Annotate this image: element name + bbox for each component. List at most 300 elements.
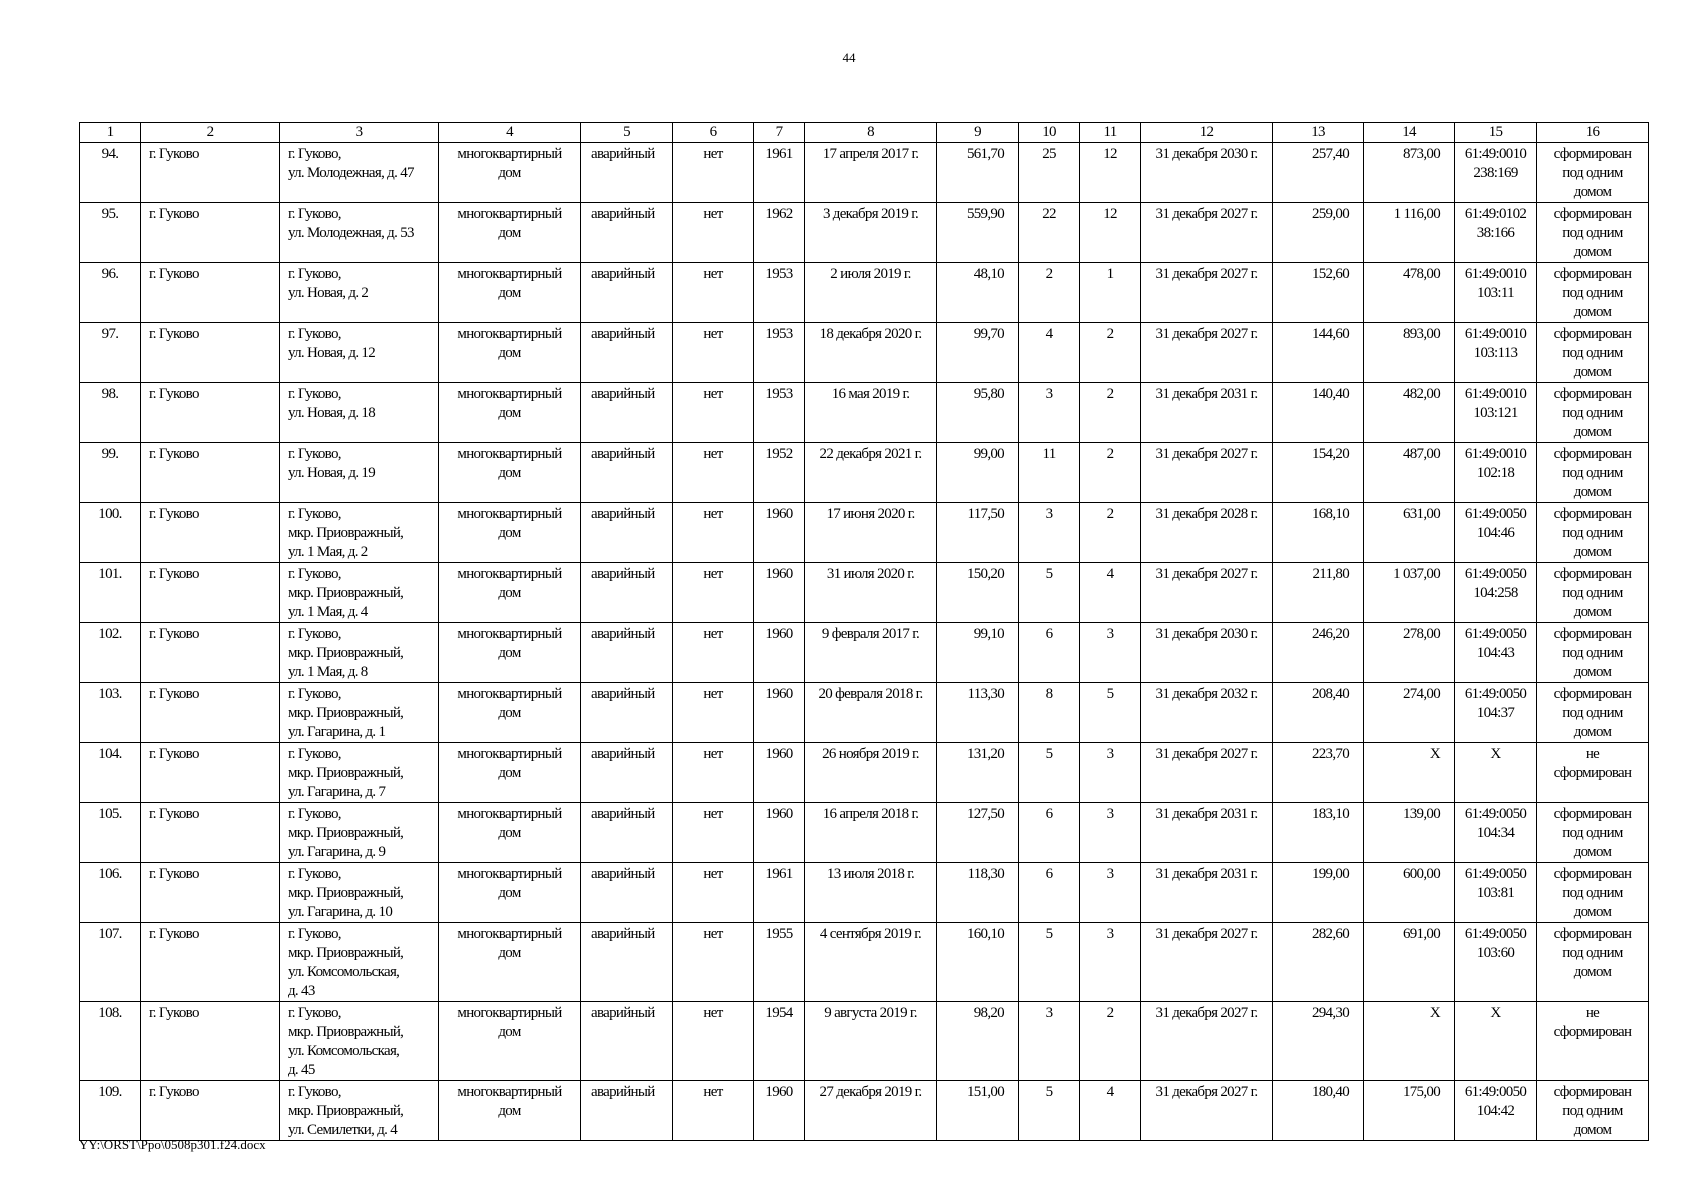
cadastral-number-line: 103:81 — [1476, 885, 1515, 901]
cadastral-number-line: 104:258 — [1473, 585, 1518, 601]
land-cost-cell: 168,10 — [1273, 503, 1364, 563]
land-area-cell: 487,00 — [1364, 443, 1455, 503]
building-status-cell: аварийный — [581, 203, 673, 263]
table-row — [80, 683, 1649, 743]
land-cost-cell: 282,60 — [1273, 923, 1364, 1002]
cadastral-number-line: 61:49:0010 — [1464, 266, 1527, 282]
building-type-cell — [439, 263, 581, 323]
address-cell — [280, 323, 439, 383]
row-number-cell: 95. — [80, 203, 141, 263]
land-status-line: сформирован — [1553, 626, 1632, 642]
land-status-cell — [1537, 383, 1649, 443]
land-status-cell — [1537, 923, 1649, 1002]
land-status-line: под одним — [1562, 825, 1623, 841]
address-line: г. Гуково, — [288, 806, 341, 822]
building-type-cell — [439, 743, 581, 803]
land-status-line: под одним — [1562, 585, 1623, 601]
building-type-line: дом — [498, 225, 521, 241]
recognition-date-cell: 22 декабря 2021 г. — [805, 443, 937, 503]
premises-cell: 2 — [1080, 323, 1141, 383]
residents-cell: 11 — [1019, 443, 1080, 503]
cadastral-number-cell — [1455, 623, 1537, 683]
cadastral-number-line: Х — [1490, 746, 1501, 762]
land-cost-cell: 154,20 — [1273, 443, 1364, 503]
construction-year-cell: 1961 — [754, 863, 805, 923]
cadastral-number-line: 103:60 — [1476, 945, 1515, 961]
building-type-cell — [439, 803, 581, 863]
building-type-line: дом — [498, 765, 521, 781]
building-status-cell: аварийный — [581, 623, 673, 683]
resettlement-deadline-cell: 31 декабря 2027 г. — [1141, 443, 1273, 503]
land-area-cell: 893,00 — [1364, 323, 1455, 383]
area-cell: 559,90 — [937, 203, 1019, 263]
construction-year-cell: 1954 — [754, 1002, 805, 1081]
address-line: г. Гуково, — [288, 926, 341, 942]
land-status-cell — [1537, 143, 1649, 203]
address-cell — [280, 1002, 439, 1081]
column-number-cell: 1 — [80, 123, 141, 143]
column-number-cell: 9 — [937, 123, 1019, 143]
column-number-cell: 16 — [1537, 123, 1649, 143]
table-row — [80, 1002, 1649, 1081]
building-type-cell — [439, 323, 581, 383]
land-status-cell — [1537, 743, 1649, 803]
construction-year-cell: 1960 — [754, 743, 805, 803]
land-area-cell: 175,00 — [1364, 1081, 1455, 1141]
cadastral-number-line: 61:49:0050 — [1464, 566, 1527, 582]
address-line: г. Гуково, — [288, 686, 341, 702]
building-type-cell — [439, 203, 581, 263]
land-status-line: под одним — [1562, 285, 1623, 301]
page-number: 44 — [842, 50, 856, 65]
resettlement-flag-cell: нет — [673, 683, 754, 743]
premises-cell: 2 — [1080, 383, 1141, 443]
premises-cell: 4 — [1080, 1081, 1141, 1141]
land-status-line: под одним — [1562, 405, 1623, 421]
address-line: ул. Комсомольская, — [288, 964, 400, 980]
residents-cell: 25 — [1019, 143, 1080, 203]
land-status-line: сформирован — [1553, 566, 1632, 582]
address-line: мкр. Приовражный, — [288, 885, 404, 901]
building-status-cell: аварийный — [581, 383, 673, 443]
land-status-line: домом — [1573, 964, 1612, 980]
address-line: г. Гуково, — [288, 266, 341, 282]
address-cell — [280, 803, 439, 863]
resettlement-deadline-cell: 31 декабря 2027 г. — [1141, 203, 1273, 263]
settlement-cell: г. Гуково — [141, 803, 280, 863]
recognition-date-cell: 17 апреля 2017 г. — [805, 143, 937, 203]
resettlement-deadline-cell: 31 декабря 2031 г. — [1141, 863, 1273, 923]
row-number-cell: 99. — [80, 443, 141, 503]
row-number-cell: 108. — [80, 1002, 141, 1081]
address-line: мкр. Приовражный, — [288, 1103, 404, 1119]
building-type-cell — [439, 383, 581, 443]
resettlement-deadline-cell: 31 декабря 2027 г. — [1141, 323, 1273, 383]
address-line: ул. Гагарина, д. 9 — [288, 844, 386, 860]
land-cost-cell: 246,20 — [1273, 623, 1364, 683]
cadastral-number-line: 103:113 — [1473, 345, 1518, 361]
address-cell — [280, 623, 439, 683]
table-row — [80, 203, 1649, 263]
building-type-line: многоквартирный — [457, 746, 562, 762]
address-line: ул. Новая, д. 2 — [288, 285, 369, 301]
land-cost-cell: 180,40 — [1273, 1081, 1364, 1141]
resettlement-flag-cell: нет — [673, 383, 754, 443]
area-cell: 160,10 — [937, 923, 1019, 1002]
land-status-line: под одним — [1562, 705, 1623, 721]
address-line: мкр. Приовражный, — [288, 825, 404, 841]
land-status-line: домом — [1573, 904, 1612, 920]
resettlement-flag-cell: нет — [673, 203, 754, 263]
table-body — [80, 143, 1649, 1141]
address-line: мкр. Приовражный, — [288, 645, 404, 661]
resettlement-flag-cell: нет — [673, 263, 754, 323]
land-status-cell — [1537, 683, 1649, 743]
column-number-cell: 5 — [581, 123, 673, 143]
resettlement-flag-cell: нет — [673, 1002, 754, 1081]
resettlement-flag-cell: нет — [673, 143, 754, 203]
row-number-cell: 96. — [80, 263, 141, 323]
table-row — [80, 143, 1649, 203]
table-row — [80, 1081, 1649, 1141]
row-number-cell: 94. — [80, 143, 141, 203]
land-status-cell — [1537, 1081, 1649, 1141]
row-number-cell: 101. — [80, 563, 141, 623]
cadastral-number-line: 104:42 — [1476, 1103, 1515, 1119]
premises-cell: 2 — [1080, 1002, 1141, 1081]
cadastral-number-cell — [1455, 743, 1537, 803]
building-type-line: дом — [498, 945, 521, 961]
building-type-line: многоквартирный — [457, 506, 562, 522]
resettlement-deadline-cell: 31 декабря 2028 г. — [1141, 503, 1273, 563]
land-cost-cell: 199,00 — [1273, 863, 1364, 923]
settlement-cell: г. Гуково — [141, 323, 280, 383]
land-area-cell: 1 116,00 — [1364, 203, 1455, 263]
residents-cell: 6 — [1019, 803, 1080, 863]
cadastral-number-line: 61:49:0050 — [1464, 866, 1527, 882]
address-line: ул. Новая, д. 19 — [288, 465, 376, 481]
table-row — [80, 863, 1649, 923]
land-status-line: домом — [1573, 364, 1612, 380]
premises-cell: 2 — [1080, 443, 1141, 503]
settlement-cell: г. Гуково — [141, 923, 280, 1002]
land-status-line: под одним — [1562, 345, 1623, 361]
recognition-date-cell: 4 сентября 2019 г. — [805, 923, 937, 1002]
area-cell: 98,20 — [937, 1002, 1019, 1081]
recognition-date-cell: 2 июля 2019 г. — [805, 263, 937, 323]
address-line: г. Гуково, — [288, 866, 341, 882]
cadastral-number-line: 61:49:0050 — [1464, 626, 1527, 642]
cadastral-number-line: 61:49:0050 — [1464, 1084, 1527, 1100]
cadastral-number-cell — [1455, 443, 1537, 503]
cadastral-number-line: 104:43 — [1476, 645, 1515, 661]
table-row — [80, 803, 1649, 863]
address-line: д. 43 — [288, 983, 315, 999]
land-status-line: сформирован — [1553, 266, 1632, 282]
land-status-line: сформирован — [1553, 866, 1632, 882]
land-status-line: сформирован — [1553, 1084, 1632, 1100]
settlement-cell: г. Гуково — [141, 503, 280, 563]
building-type-line: многоквартирный — [457, 926, 562, 942]
document-file-path: YY:\ORST\Ppo\0508p301.f24.docx — [79, 1137, 266, 1152]
resettlement-deadline-cell: 31 декабря 2027 г. — [1141, 563, 1273, 623]
cadastral-number-line: 104:37 — [1476, 705, 1515, 721]
residents-cell: 5 — [1019, 743, 1080, 803]
land-status-line: домом — [1573, 844, 1612, 860]
building-type-line: дом — [498, 825, 521, 841]
building-status-cell: аварийный — [581, 863, 673, 923]
residents-cell: 5 — [1019, 923, 1080, 1002]
land-status-line: не — [1585, 1005, 1600, 1021]
resettlement-deadline-cell: 31 декабря 2031 г. — [1141, 383, 1273, 443]
cadastral-number-line: 238:169 — [1473, 165, 1518, 181]
cadastral-number-cell — [1455, 683, 1537, 743]
cadastral-number-cell — [1455, 1002, 1537, 1081]
address-cell — [280, 863, 439, 923]
building-type-line: дом — [498, 345, 521, 361]
land-status-line: сформирован — [1553, 206, 1632, 222]
land-status-line: сформирован — [1553, 1024, 1632, 1040]
address-line: ул. Молодежная, д. 53 — [288, 225, 414, 241]
premises-cell: 1 — [1080, 263, 1141, 323]
resettlement-flag-cell: нет — [673, 323, 754, 383]
residents-cell: 3 — [1019, 503, 1080, 563]
address-line: мкр. Приовражный, — [288, 705, 404, 721]
building-type-line: дом — [498, 645, 521, 661]
cadastral-number-cell — [1455, 1081, 1537, 1141]
address-line: ул. 1 Мая, д. 8 — [288, 664, 368, 680]
building-status-cell: аварийный — [581, 563, 673, 623]
land-area-cell: 873,00 — [1364, 143, 1455, 203]
recognition-date-cell: 26 ноября 2019 г. — [805, 743, 937, 803]
settlement-cell: г. Гуково — [141, 1081, 280, 1141]
building-type-line: многоквартирный — [457, 326, 562, 342]
cadastral-number-cell — [1455, 503, 1537, 563]
address-line: г. Гуково, — [288, 386, 341, 402]
land-status-line: не — [1585, 746, 1600, 762]
building-type-cell — [439, 503, 581, 563]
address-cell — [280, 443, 439, 503]
building-type-line: дом — [498, 405, 521, 421]
residents-cell: 22 — [1019, 203, 1080, 263]
table-row — [80, 743, 1649, 803]
land-status-line: под одним — [1562, 945, 1623, 961]
area-cell: 99,00 — [937, 443, 1019, 503]
land-area-cell: 274,00 — [1364, 683, 1455, 743]
settlement-cell: г. Гуково — [141, 443, 280, 503]
cadastral-number-line: 61:49:0010 — [1464, 446, 1527, 462]
land-area-cell: 139,00 — [1364, 803, 1455, 863]
area-cell: 151,00 — [937, 1081, 1019, 1141]
recognition-date-cell: 16 мая 2019 г. — [805, 383, 937, 443]
resettlement-deadline-cell: 31 декабря 2027 г. — [1141, 263, 1273, 323]
address-line: ул. 1 Мая, д. 2 — [288, 544, 368, 560]
recognition-date-cell: 16 апреля 2018 г. — [805, 803, 937, 863]
building-type-cell — [439, 923, 581, 1002]
premises-cell: 12 — [1080, 143, 1141, 203]
land-status-line: домом — [1573, 664, 1612, 680]
land-area-cell: Х — [1364, 743, 1455, 803]
land-cost-cell: 294,30 — [1273, 1002, 1364, 1081]
cadastral-number-line: 61:49:0050 — [1464, 806, 1527, 822]
recognition-date-cell: 3 декабря 2019 г. — [805, 203, 937, 263]
area-cell: 118,30 — [937, 863, 1019, 923]
building-type-line: многоквартирный — [457, 386, 562, 402]
cadastral-number-line: 61:49:0102 — [1464, 206, 1527, 222]
resettlement-deadline-cell: 31 декабря 2027 г. — [1141, 743, 1273, 803]
cadastral-number-line: 103:121 — [1473, 405, 1518, 421]
column-number-cell: 13 — [1273, 123, 1364, 143]
settlement-cell: г. Гуково — [141, 143, 280, 203]
premises-cell: 12 — [1080, 203, 1141, 263]
area-cell: 150,20 — [937, 563, 1019, 623]
land-status-cell — [1537, 863, 1649, 923]
land-status-cell — [1537, 803, 1649, 863]
land-status-line: домом — [1573, 544, 1612, 560]
cadastral-number-cell — [1455, 323, 1537, 383]
column-number-cell: 15 — [1455, 123, 1537, 143]
row-number-cell: 107. — [80, 923, 141, 1002]
address-cell — [280, 203, 439, 263]
address-line: ул. Гагарина, д. 10 — [288, 904, 393, 920]
building-type-line: многоквартирный — [457, 1084, 562, 1100]
building-type-line: дом — [498, 705, 521, 721]
residents-cell: 5 — [1019, 563, 1080, 623]
settlement-cell: г. Гуково — [141, 383, 280, 443]
land-status-line: под одним — [1562, 645, 1623, 661]
table-row — [80, 503, 1649, 563]
address-line: д. 45 — [288, 1062, 315, 1078]
settlement-cell: г. Гуково — [141, 743, 280, 803]
address-line: ул. Гагарина, д. 1 — [288, 724, 386, 740]
row-number-cell: 97. — [80, 323, 141, 383]
cadastral-number-line: 102:18 — [1476, 465, 1515, 481]
cadastral-number-line: 38:166 — [1476, 225, 1515, 241]
column-number-cell: 4 — [439, 123, 581, 143]
area-cell: 48,10 — [937, 263, 1019, 323]
address-line: ул. Новая, д. 18 — [288, 405, 376, 421]
column-number-cell: 2 — [141, 123, 280, 143]
construction-year-cell: 1955 — [754, 923, 805, 1002]
cadastral-number-line: 61:49:0010 — [1464, 326, 1527, 342]
land-cost-cell: 257,40 — [1273, 143, 1364, 203]
building-type-line: дом — [498, 1024, 521, 1040]
address-line: мкр. Приовражный, — [288, 945, 404, 961]
address-line: ул. Новая, д. 12 — [288, 345, 376, 361]
column-number-cell: 8 — [805, 123, 937, 143]
table-row — [80, 323, 1649, 383]
land-status-line: сформирован — [1553, 806, 1632, 822]
residents-cell: 5 — [1019, 1081, 1080, 1141]
land-status-line: под одним — [1562, 165, 1623, 181]
recognition-date-cell: 9 февраля 2017 г. — [805, 623, 937, 683]
address-line: ул. Молодежная, д. 47 — [288, 165, 414, 181]
row-number-cell: 98. — [80, 383, 141, 443]
recognition-date-cell: 9 августа 2019 г. — [805, 1002, 937, 1081]
resettlement-flag-cell: нет — [673, 443, 754, 503]
construction-year-cell: 1961 — [754, 143, 805, 203]
building-type-line: дом — [498, 285, 521, 301]
land-area-cell: 1 037,00 — [1364, 563, 1455, 623]
settlement-cell: г. Гуково — [141, 863, 280, 923]
recognition-date-cell: 31 июля 2020 г. — [805, 563, 937, 623]
cadastral-number-cell — [1455, 563, 1537, 623]
land-cost-cell: 259,00 — [1273, 203, 1364, 263]
land-status-line: сформирован — [1553, 446, 1632, 462]
land-status-line: домом — [1573, 484, 1612, 500]
building-type-line: многоквартирный — [457, 806, 562, 822]
address-line: г. Гуково, — [288, 206, 341, 222]
cadastral-number-cell — [1455, 203, 1537, 263]
building-status-cell: аварийный — [581, 263, 673, 323]
land-status-line: домом — [1573, 604, 1612, 620]
premises-cell: 3 — [1080, 863, 1141, 923]
settlement-cell: г. Гуково — [141, 683, 280, 743]
building-type-line: многоквартирный — [457, 266, 562, 282]
construction-year-cell: 1953 — [754, 383, 805, 443]
residents-cell: 3 — [1019, 383, 1080, 443]
cadastral-number-line: 61:49:0010 — [1464, 386, 1527, 402]
construction-year-cell: 1960 — [754, 803, 805, 863]
land-area-cell: 631,00 — [1364, 503, 1455, 563]
settlement-cell: г. Гуково — [141, 203, 280, 263]
premises-cell: 5 — [1080, 683, 1141, 743]
row-number-cell: 109. — [80, 1081, 141, 1141]
resettlement-deadline-cell: 31 декабря 2027 г. — [1141, 1002, 1273, 1081]
cadastral-number-cell — [1455, 143, 1537, 203]
address-cell — [280, 923, 439, 1002]
row-number-cell: 104. — [80, 743, 141, 803]
settlement-cell: г. Гуково — [141, 1002, 280, 1081]
construction-year-cell: 1952 — [754, 443, 805, 503]
address-cell — [280, 683, 439, 743]
land-status-line: домом — [1573, 724, 1612, 740]
residents-cell: 4 — [1019, 323, 1080, 383]
premises-cell: 3 — [1080, 803, 1141, 863]
resettlement-deadline-cell: 31 декабря 2032 г. — [1141, 683, 1273, 743]
building-type-line: дом — [498, 885, 521, 901]
cadastral-number-line: 61:49:0050 — [1464, 686, 1527, 702]
address-cell — [280, 263, 439, 323]
building-status-cell: аварийный — [581, 683, 673, 743]
construction-year-cell: 1960 — [754, 623, 805, 683]
row-number-cell: 103. — [80, 683, 141, 743]
cadastral-number-cell — [1455, 923, 1537, 1002]
area-cell: 95,80 — [937, 383, 1019, 443]
land-area-cell: 691,00 — [1364, 923, 1455, 1002]
cadastral-number-cell — [1455, 863, 1537, 923]
land-status-line: сформирован — [1553, 686, 1632, 702]
land-status-line: домом — [1573, 1122, 1612, 1138]
land-status-cell — [1537, 263, 1649, 323]
address-line: мкр. Приовражный, — [288, 585, 404, 601]
row-number-cell: 106. — [80, 863, 141, 923]
land-cost-cell: 208,40 — [1273, 683, 1364, 743]
residents-cell: 6 — [1019, 863, 1080, 923]
building-status-cell: аварийный — [581, 923, 673, 1002]
building-type-line: многоквартирный — [457, 686, 562, 702]
land-status-line: сформирован — [1553, 326, 1632, 342]
address-line: г. Гуково, — [288, 1084, 341, 1100]
construction-year-cell: 1962 — [754, 203, 805, 263]
building-status-cell: аварийный — [581, 743, 673, 803]
settlement-cell: г. Гуково — [141, 623, 280, 683]
land-area-cell: Х — [1364, 1002, 1455, 1081]
building-type-line: дом — [498, 1103, 521, 1119]
cadastral-number-line: Х — [1490, 1005, 1501, 1021]
area-cell: 127,50 — [937, 803, 1019, 863]
settlement-cell: г. Гуково — [141, 563, 280, 623]
